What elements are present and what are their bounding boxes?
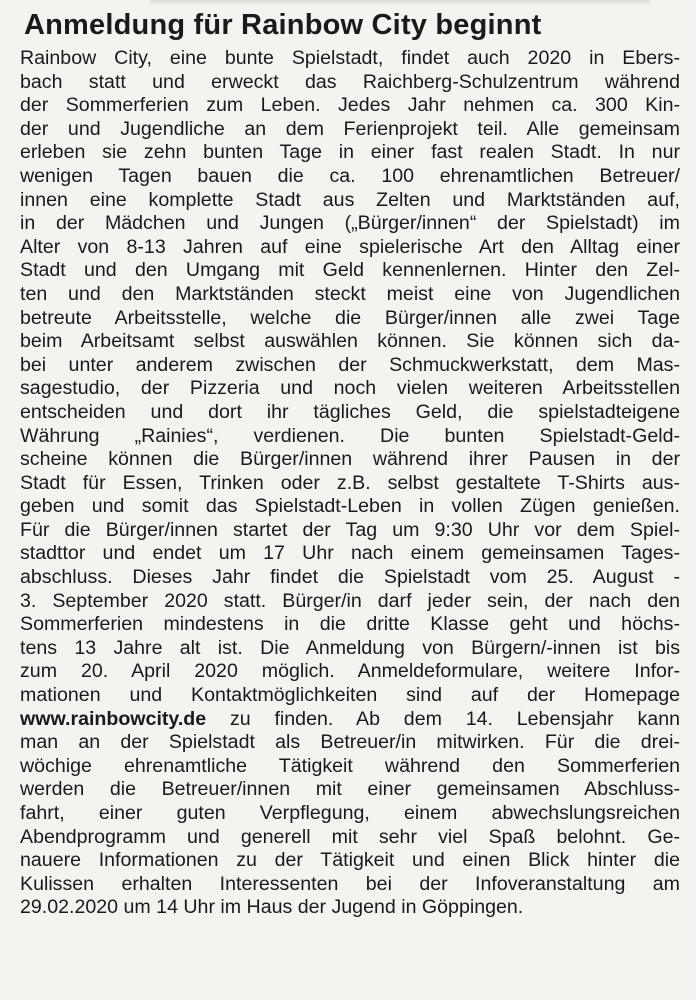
body-line: erleben sie zehn bunten Tage in einer fast realen Stadt. In nur — [20, 141, 680, 164]
body-line: betreute Arbeitsstelle, welche die Bürger/innen alle zwei Tage — [20, 306, 680, 329]
body-line: stadttor und endet um 17 Uhr nach einem gemeinsamen Tages- — [20, 542, 680, 565]
body-line: werden die Betreuer/innen mit einer gemeinsamen Abschluss- — [20, 778, 680, 801]
body-line: mationen und Kontaktmöglichkeiten sind auf der Homepage — [20, 684, 680, 707]
body-line: bach statt und erweckt das Raichberg-Schulzentrum während — [20, 70, 680, 93]
body-line: scheine können die Bürger/innen während ihrer Pausen in der — [20, 448, 680, 471]
body-line: der und Jugendliche an dem Ferienprojekt teil. Alle gemeinsam — [20, 117, 680, 140]
body-line: Alter von 8-13 Jahren auf eine spielerische Art den Alltag einer — [20, 235, 680, 258]
body-line: Stadt und den Umgang mit Geld kennenlernen. Hinter den Zel- — [20, 259, 680, 282]
body-line: wenigen Tagen bauen die ca. 100 ehrenamtlichen Betreuer/ — [20, 164, 680, 187]
print-bleed-through — [150, 0, 650, 6]
body-line: abschluss. Dieses Jahr findet die Spielstadt vom 25. August - — [20, 566, 680, 589]
body-line: fahrt, einer guten Verpflegung, einem abwechslungsreichen — [20, 802, 680, 824]
body-line: nauere Informationen zu der Tätigkeit und einen Blick hinter die — [20, 849, 680, 872]
body-line: Währung „Rainies“, verdienen. Die bunten Spielstadt-Geld- — [20, 424, 680, 447]
body-line: 3. September 2020 statt. Bürger/in darf jeder sein, der nach den — [20, 589, 680, 612]
body-line: entscheiden und dort ihr tägliches Geld, die spielstadteigene — [20, 400, 680, 423]
body-line: Kulissen erhalten Interessenten bei der Infoveranstaltung am — [20, 872, 680, 895]
body-line: Rainbow City, eine bunte Spielstadt, findet auch 2020 in Ebers- — [20, 47, 680, 69]
body-line: bei unter anderem zwischen der Schmuckwerkstatt, dem Mas- — [20, 353, 680, 376]
body-line: Für die Bürger/innen startet der Tag um 9:30 Uhr vor dem Spiel- — [20, 518, 680, 541]
body-line: Stadt für Essen, Trinken oder z.B. selbst gestaltete T-Shirts aus- — [20, 471, 680, 494]
url-line-text: zu finden. Ab dem 14. Lebensjahr kann — [206, 707, 680, 730]
body-line: ten und den Marktständen steckt meist eine von Jugendlichen — [20, 282, 680, 305]
body-line-with-url — [20, 708, 680, 732]
article-body — [14, 47, 688, 920]
body-line: zum 20. April 2020 möglich. Anmeldeformulare, weitere Infor- — [20, 660, 680, 683]
body-line: tens 13 Jahre alt ist. Die Anmeldung von Bürgern/-innen ist bis — [20, 636, 680, 659]
body-line: beim Arbeitsamt selbst auswählen können. Sie können sich da- — [20, 330, 680, 353]
article-headline: Anmeldung für Rainbow City beginnt — [24, 9, 542, 41]
body-line: in der Mädchen und Jungen („Bürger/innen“ der Spielstadt) im — [20, 212, 680, 235]
body-line: wöchige ehrenamtliche Tätigkeit während den Sommerferien — [20, 754, 680, 777]
body-line: der Sommerferien zum Leben. Jedes Jahr nehmen ca. 300 Kin- — [20, 94, 680, 117]
homepage-link[interactable]: www.rainbowcity.de — [20, 707, 207, 730]
body-line: man an der Spielstadt als Betreuer/in mitwirken. Für die drei- — [20, 731, 680, 754]
body-line: geben und somit das Spielstadt-Leben in vollen Zügen genießen. — [20, 495, 680, 518]
body-line-last: 29.02.2020 um 14 Uhr im Haus der Jugend in Göppingen. — [20, 896, 524, 919]
body-line: Sommerferien mindestens in die dritte Klasse geht und höchs- — [20, 613, 680, 636]
body-line: sagestudio, der Pizzeria und noch vielen weiteren Arbeitsstellen — [20, 377, 680, 400]
body-line: innen eine komplette Stadt aus Zelten und Marktständen auf, — [20, 188, 680, 211]
body-line: Abendprogramm und generell mit sehr viel Spaß belohnt. Ge- — [20, 825, 680, 848]
